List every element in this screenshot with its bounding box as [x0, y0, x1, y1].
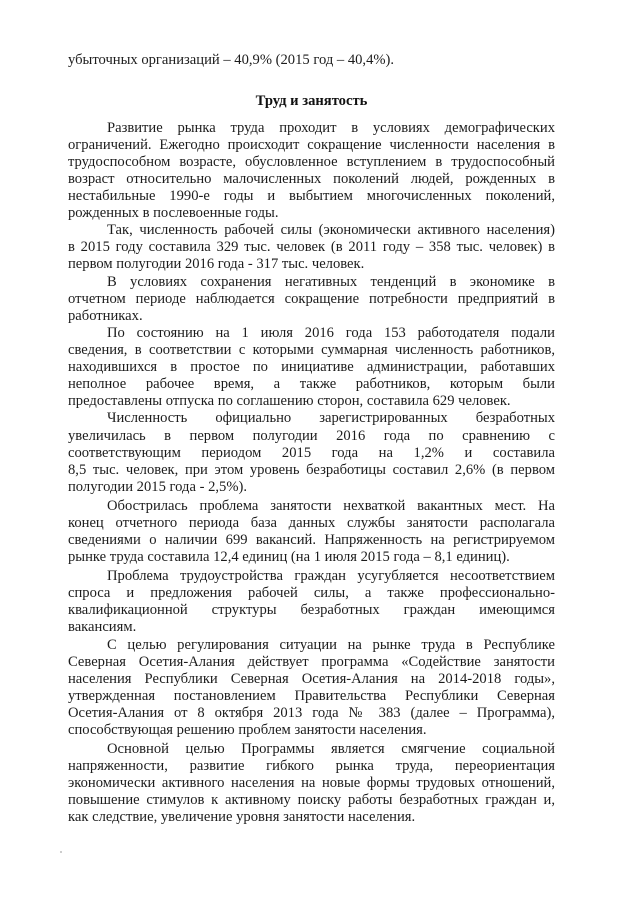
- paragraph-line: работниках.: [68, 308, 143, 324]
- paragraph-line: экономически активного населения на новые формы трудовых отношений,: [68, 775, 555, 791]
- paragraph-line: По состоянию на 1 июля 2016 года 153 работодателя подали: [107, 325, 555, 341]
- section-heading: Труд и занятость: [255, 93, 368, 109]
- paragraph-line: Развитие рынка труда проходит в условиях демографических: [107, 120, 555, 136]
- paragraph-line: В условиях сохранения негативных тенденций в экономике в: [107, 274, 555, 290]
- paragraph-line: спроса и предложения рабочей силы, а также профессионально-: [68, 585, 555, 601]
- paragraph-line: напряженности, развитие гибкого рынка труда, переориентация: [68, 758, 555, 774]
- paragraph-line: увеличилась в первом полугодии 2016 года по сравнению с: [68, 428, 555, 444]
- paragraph-line: возраст относительно малочисленных поколений людей, рожденных в: [68, 171, 555, 187]
- paragraph-line: Численность официально зарегистрированных безработных: [107, 410, 555, 426]
- paragraph-line: рожденных в послевоенные годы.: [68, 205, 279, 221]
- top-line-text: убыточных организаций – 40,9% (2015 год – 40,4%).: [68, 52, 395, 68]
- paragraph-line: неполное рабочее время, а также работников, которым были: [68, 376, 555, 392]
- paragraph-line: квалификационной структуры безработных граждан имеющимся: [68, 602, 555, 618]
- paragraph-line: 8,5 тыс. человек, при этом уровень безработицы составил 2,6% (в первом: [68, 462, 555, 478]
- paragraph-line: способствующая решению проблем занятости населения.: [68, 722, 427, 738]
- paragraph-line: в 2015 году составила 329 тыс. человек (в 2011 году – 358 тыс. человек) в: [68, 239, 555, 255]
- paragraph-line: Обострилась проблема занятости нехваткой вакантных мест. На: [107, 498, 555, 514]
- paragraph-line: повышение стимулов к активному поиску работы безработных граждан и,: [68, 792, 555, 808]
- paragraph-line: трудоспособном возрасте, обусловленное вступлением в трудоспособный: [68, 154, 555, 170]
- paragraph-line: Северная Осетия-Алания действует программа «Содействие занятости: [68, 654, 555, 670]
- paragraph-line: нестабильные 1990-е годы и выбытием многочисленных поколений,: [68, 188, 555, 204]
- paragraph-line: сведения, в соответствии с которыми суммарная численность работников,: [68, 342, 555, 358]
- paragraph-line: сведениями о наличии 699 вакансий. Напряженность на регистрируемом: [68, 532, 555, 548]
- paragraph-line: Осетия-Алания от 8 октября 2013 года № 383 (далее – Программа),: [68, 705, 555, 721]
- paragraph-line: Так, численность рабочей силы (экономически активного населения): [107, 222, 555, 238]
- paragraph-line: утвержденная постановлением Правительства Республики Северная: [68, 688, 555, 704]
- paragraph-line: предоставлены отпуска по соглашению сторон, составила 629 человек.: [68, 393, 511, 409]
- paragraph-line: отчетном периоде наблюдается сокращение потребности предприятий в: [68, 291, 555, 307]
- paragraph-line: рынке труда составила 12,4 единиц (на 1 июля 2015 года – 8,1 единиц).: [68, 549, 510, 565]
- paragraph-line: населения Республики Северная Осетия-Алания на 2014-2018 годы»,: [68, 671, 555, 687]
- paragraph-line: первом полугодии 2016 года - 317 тыс. человек.: [68, 256, 365, 272]
- paragraph-line: находившихся в простое по инициативе администрации, работавших: [68, 359, 555, 375]
- paragraph-line: как следствие, увеличение уровня занятости населения.: [68, 809, 416, 825]
- paragraph-line: полугодии 2015 года - 2,5%).: [68, 479, 247, 495]
- paragraph-line: С целью регулирования ситуации на рынке труда в Республике: [107, 637, 555, 653]
- paragraph-line: Проблема трудоустройства граждан усугубляется несоответствием: [107, 568, 555, 584]
- paragraph-line: конец отчетного периода база данных службы занятости располагала: [68, 515, 555, 531]
- scan-speck: [60, 851, 62, 853]
- paragraph-line: вакансиям.: [68, 619, 137, 635]
- paragraph-line: ограничений. Ежегодно происходит сокращение численности населения в: [68, 137, 555, 153]
- paragraph-line: соответствующим периодом 2015 года на 1,2% и составила: [68, 445, 555, 461]
- paragraph-line: Основной целью Программы является смягчение социальной: [107, 741, 555, 757]
